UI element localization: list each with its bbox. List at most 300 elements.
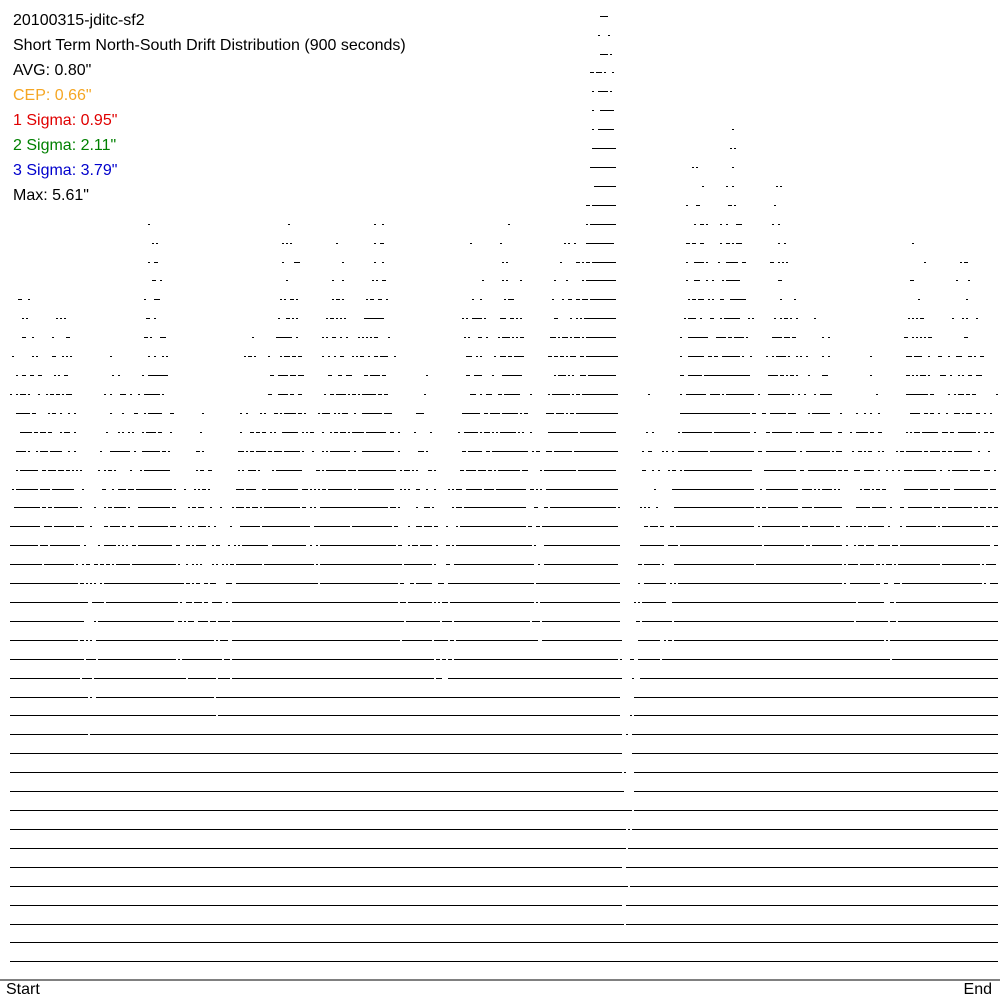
data-point [278,848,280,849]
data-point [770,924,772,925]
data-point [510,942,512,943]
data-point [896,886,898,887]
data-point [314,886,316,887]
data-point [676,867,678,868]
data-point [426,791,428,792]
data-point [678,810,680,811]
data-point [544,867,546,868]
data-point [636,867,638,868]
data-point [908,867,910,868]
data-point [766,867,768,868]
data-point [12,848,14,849]
data-point [428,942,430,943]
data-point [124,886,126,887]
data-point [884,942,886,943]
data-point [450,791,452,792]
data-point [954,867,956,868]
data-point [366,810,368,811]
data-point [586,924,588,925]
data-point [690,886,692,887]
data-point [90,791,92,792]
data-point [918,791,920,792]
data-point [38,886,40,887]
data-point [848,924,850,925]
data-point [590,867,592,868]
data-point [980,791,982,792]
data-point [634,905,636,906]
data-point [196,829,198,830]
data-point [454,810,456,811]
data-point [674,791,676,792]
data-point [514,924,516,925]
data-point [614,905,616,906]
data-point [602,942,604,943]
data-point [560,810,562,811]
data-point [870,829,872,830]
data-point [310,810,312,811]
data-point [892,867,894,868]
data-point [92,810,94,811]
data-point [126,867,128,868]
data-point [70,886,72,887]
data-point [668,867,670,868]
data-point [222,848,224,849]
data-point [878,886,880,887]
data-point [646,867,648,868]
data-point [824,867,826,868]
data-point [322,829,324,830]
data-point [236,810,238,811]
data-point [368,942,370,943]
data-point [550,829,552,830]
data-point [510,867,512,868]
data-point [368,791,370,792]
data-point [460,942,462,943]
data-point [540,810,542,811]
data-point [904,810,906,811]
data-point [534,810,536,811]
data-point [68,942,70,943]
data-point [16,886,18,887]
data-point [976,848,978,849]
data-point [440,810,442,811]
data-point [650,942,652,943]
data-point [852,829,854,830]
data-point [726,810,728,811]
data-point [312,942,314,943]
data-point [864,829,866,830]
data-point [72,772,74,773]
data-point [84,829,86,830]
data-point [234,942,236,943]
data-point [522,829,524,830]
data-point [424,924,426,925]
data-point [324,829,326,830]
data-point [698,961,700,962]
data-point [760,942,762,943]
data-point [292,961,294,962]
data-point [898,829,900,830]
data-point [328,924,330,925]
data-point [184,791,186,792]
data-point [598,924,600,925]
data-point [270,867,272,868]
data-point [96,829,98,830]
data-point [208,829,210,830]
data-point [886,905,888,906]
data-point [212,829,214,830]
data-point [538,924,540,925]
data-point [990,886,992,887]
data-point [722,848,724,849]
data-point [820,905,822,906]
data-point [96,791,98,792]
data-point [30,924,32,925]
data-point [840,848,842,849]
data-point [434,905,436,906]
data-point [872,961,874,962]
data-point [240,905,242,906]
data-point [982,829,984,830]
data-point [856,829,858,830]
data-point [844,867,846,868]
data-point [550,905,552,906]
data-point [694,810,696,811]
data-point [92,886,94,887]
data-point [422,942,424,943]
data-point [438,961,440,962]
data-point [134,791,136,792]
data-point [488,886,490,887]
data-point [280,942,282,943]
data-point [880,848,882,849]
data-point [134,942,136,943]
data-point [682,791,684,792]
data-point [426,961,428,962]
data-point [876,886,878,887]
data-point [178,924,180,925]
data-point [856,886,858,887]
data-point [110,924,112,925]
data-point [894,924,896,925]
data-point [348,905,350,906]
data-point [938,886,940,887]
data-point [72,924,74,925]
data-point [954,791,956,792]
data-point [452,942,454,943]
data-point [126,886,128,887]
data-point [346,905,348,906]
data-point [554,867,556,868]
data-point [838,886,840,887]
data-point [692,867,694,868]
data-point [892,791,894,792]
data-point [652,942,654,943]
data-point [620,905,622,906]
data-point [52,867,54,868]
data-point [214,829,216,830]
data-point [684,942,686,943]
data-point [818,942,820,943]
data-point [70,905,72,906]
data-point [166,961,168,962]
data-point [322,942,324,943]
data-point [976,924,978,925]
data-point [376,905,378,906]
data-point [588,924,590,925]
data-point [764,942,766,943]
data-point [258,886,260,887]
data-point [236,886,238,887]
data-point [532,961,534,962]
data-point [232,942,234,943]
data-point [812,848,814,849]
data-point [232,848,234,849]
data-point [130,791,132,792]
data-point [586,810,588,811]
data-point [716,961,718,962]
data-point [598,791,600,792]
data-point [836,848,838,849]
data-point [416,791,418,792]
data-point [366,829,368,830]
data-point [886,886,888,887]
data-point [886,829,888,830]
data-point [170,942,172,943]
data-point [52,942,54,943]
data-point [790,942,792,943]
data-point [32,905,34,906]
data-point [980,942,982,943]
data-point [868,867,870,868]
data-point [526,942,528,943]
data-point [604,791,606,792]
data-point [22,791,24,792]
data-point [696,829,698,830]
data-point [340,829,342,830]
data-point [184,924,186,925]
data-point [130,886,132,887]
data-point [840,867,842,868]
data-point [328,791,330,792]
data-point [884,867,886,868]
data-point [608,791,610,792]
data-point [942,924,944,925]
data-point [930,829,932,830]
data-point [888,961,890,962]
data-point [422,848,424,849]
data-point [908,886,910,887]
data-point [12,810,14,811]
data-point [952,848,954,849]
data-point [544,810,546,811]
data-point [538,810,540,811]
data-point [414,942,416,943]
data-point [418,886,420,887]
data-point [812,867,814,868]
data-point [194,829,196,830]
data-point [880,829,882,830]
data-point [664,886,666,887]
data-point [692,791,694,792]
data-point [348,848,350,849]
data-point [10,961,12,962]
data-point [254,810,256,811]
data-point [166,942,168,943]
data-point [786,924,788,925]
data-point [402,848,404,849]
data-point [610,829,612,830]
data-point [56,829,58,830]
data-point [288,867,290,868]
data-point [580,905,582,906]
data-point [578,924,580,925]
data-point [914,829,916,830]
data-point [608,924,610,925]
data-point [76,905,78,906]
data-point [830,905,832,906]
data-point [994,961,996,962]
data-point [634,810,636,811]
data-point [548,942,550,943]
data-point [574,886,576,887]
data-point [862,829,864,830]
data-point [46,848,48,849]
data-point [990,829,992,830]
data-point [98,924,100,925]
data-point [66,867,68,868]
data-point [790,810,792,811]
data-point [590,942,592,943]
data-point [92,867,94,868]
data-point [20,867,22,868]
data-point [142,810,144,811]
data-point [82,961,84,962]
data-point [232,829,234,830]
data-point [926,829,928,830]
data-point [22,810,24,811]
data-point [30,886,32,887]
data-point [974,961,976,962]
data-point [212,791,214,792]
data-point [586,886,588,887]
data-point [390,791,392,792]
data-point [32,772,34,773]
data-point [474,867,476,868]
data-point [862,961,864,962]
data-point [256,942,258,943]
data-point [532,848,534,849]
data-point [688,942,690,943]
data-point [42,867,44,868]
data-point [552,905,554,906]
data-point [702,829,704,830]
data-point [738,886,740,887]
data-point [984,961,986,962]
data-point [524,867,526,868]
data-point [240,810,242,811]
data-point [394,942,396,943]
data-point [906,810,908,811]
data-point [202,810,204,811]
data-point [30,810,32,811]
data-point [348,791,350,792]
data-point [908,829,910,830]
data-point [232,905,234,906]
data-point [128,924,130,925]
data-point [28,791,30,792]
data-point [826,961,828,962]
data-point [742,924,744,925]
data-point [512,867,514,868]
data-point [560,791,562,792]
data-point [172,791,174,792]
data-point [852,924,854,925]
data-point [200,791,202,792]
data-point [328,961,330,962]
data-point [554,810,556,811]
data-point [404,829,406,830]
data-point [706,942,708,943]
data-point [72,810,74,811]
data-point [840,829,842,830]
data-point [490,791,492,792]
data-point [260,810,262,811]
data-point [548,924,550,925]
data-point [274,905,276,906]
data-point [308,810,310,811]
data-point [896,829,898,830]
data-point [418,905,420,906]
data-point [344,924,346,925]
data-point [504,961,506,962]
data-point [878,848,880,849]
data-point [644,924,646,925]
data-point [220,810,222,811]
data-point [736,829,738,830]
data-point [102,810,104,811]
data-point [808,905,810,906]
data-point [404,924,406,925]
data-point [430,848,432,849]
data-point [538,791,540,792]
data-point [864,848,866,849]
data-point [704,905,706,906]
data-point [668,886,670,887]
data-point [466,905,468,906]
data-point [452,961,454,962]
data-point [758,848,760,849]
data-point [60,905,62,906]
data-point [334,848,336,849]
data-point [756,829,758,830]
data-point [382,942,384,943]
data-point [822,810,824,811]
data-point [932,886,934,887]
data-point [888,867,890,868]
data-point [970,924,972,925]
data-point [16,961,18,962]
data-point [658,791,660,792]
data-point [826,791,828,792]
data-point [402,791,404,792]
data-point [482,791,484,792]
data-point [858,810,860,811]
data-point [132,886,134,887]
data-point [260,867,262,868]
data-point [804,791,806,792]
data-point [580,886,582,887]
